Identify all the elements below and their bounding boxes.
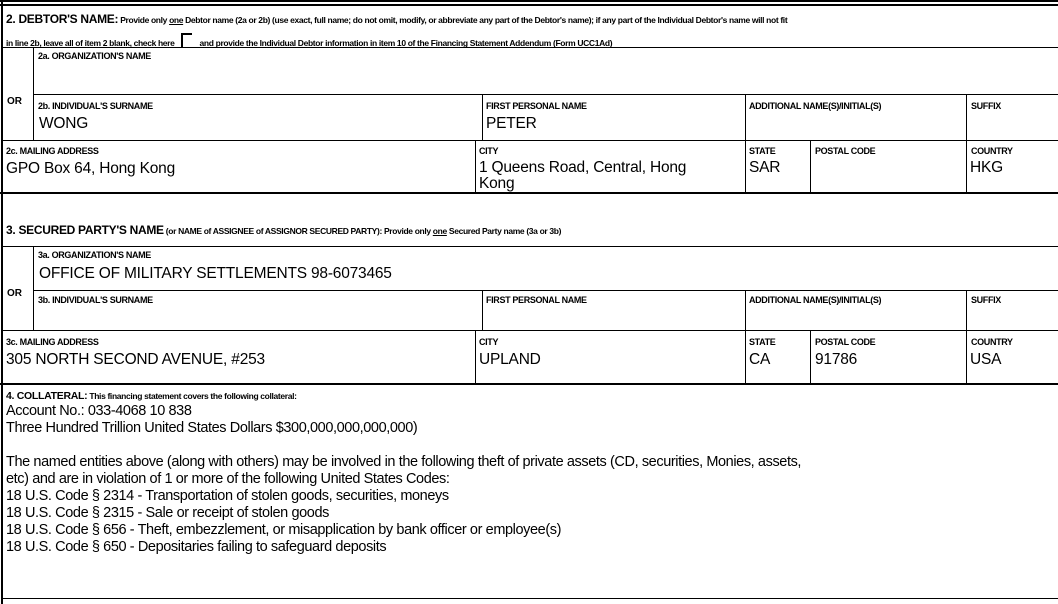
secured-org-name-label: 3a. ORGANIZATION'S NAME (38, 250, 151, 260)
collateral-line: 18 U.S. Code § 650 - Depositaries failing to safeguard deposits (6, 539, 387, 555)
individual-debtor-checkbox[interactable] (181, 33, 192, 47)
row-2b-divider-addl (745, 94, 746, 140)
debtor-first-name-label: FIRST PERSONAL NAME (486, 101, 587, 111)
debtor-country-label: COUNTRY (971, 146, 1013, 156)
secured-surname-label: 3b. INDIVIDUAL'S SURNAME (38, 295, 153, 305)
secured-additional-name-label: ADDITIONAL NAME(S)/INITIAL(S) (749, 295, 882, 305)
row-3c-divider-postal (810, 330, 811, 383)
row-2b-divider-first (482, 94, 483, 140)
collateral-line: Account No.: 033-4068 10 838 (6, 403, 192, 419)
secured-country-field[interactable]: USA (970, 351, 1002, 368)
row-3c-divider-city (475, 330, 476, 383)
section3-header-rule (2, 246, 1058, 247)
debtor-state-label: STATE (749, 146, 776, 156)
debtor-additional-name-label: ADDITIONAL NAME(S)/INITIAL(S) (749, 101, 882, 111)
secured-mailing-address-label: 3c. MAILING ADDRESS (6, 337, 99, 347)
secured-suffix-label: SUFFIX (971, 295, 1001, 305)
row-2b-divider-suffix (966, 94, 967, 140)
secured-or-label: OR (7, 288, 22, 299)
row-3b-divider-addl (745, 290, 746, 330)
debtor-name-title: 2. DEBTOR'S NAME: (6, 12, 119, 26)
secured-party-header (6, 224, 561, 238)
collateral-title: 4. COLLATERAL: (6, 390, 88, 402)
row-2c-divider-country (966, 140, 967, 192)
row-2c-divider-state (745, 140, 746, 192)
section2-top-rule (0, 4, 1058, 6)
debtor-name-header (6, 13, 787, 27)
collateral-line: 18 U.S. Code § 2314 - Transportation of stolen goods, securities, moneys (6, 488, 449, 504)
secured-first-name-label: FIRST PERSONAL NAME (486, 295, 587, 305)
debtor-city-label: CITY (479, 146, 499, 156)
section4-bottom-rule (2, 598, 1058, 599)
debtor-country-field[interactable]: HKG (970, 159, 1003, 176)
debtor-postal-code-label: POSTAL CODE (815, 146, 876, 156)
row-2b-bottom-rule (2, 140, 1058, 141)
debtor-state-field[interactable]: SAR (749, 159, 781, 176)
top-border (0, 0, 1058, 2)
secured-party-instructions-a: (or NAME of ASSIGNEE of ASSIGNOR SECURED PARTY): Provide only (163, 226, 433, 236)
debtor-surname-field[interactable]: WONG (39, 115, 89, 132)
debtor-name-instructions-line2 (6, 33, 612, 48)
debtor-first-name-field[interactable]: PETER (486, 115, 537, 132)
row-3c-divider-state (745, 330, 746, 383)
debtor-mailing-address-label: 2c. MAILING ADDRESS (6, 146, 99, 156)
debtor-name-instructions-a: Provide only (118, 15, 170, 25)
debtor-suffix-label: SUFFIX (971, 101, 1001, 111)
secured-mailing-address-field[interactable]: 305 NORTH SECOND AVENUE, #253 (6, 351, 265, 368)
secured-party-instructions-b: Secured Party name (3a or 3b) (446, 226, 562, 236)
row-3b-bottom-rule (2, 330, 1058, 331)
row-3b-divider-first (482, 290, 483, 330)
row-2a-bottom-rule (33, 94, 1058, 95)
secured-state-field[interactable]: CA (749, 351, 771, 368)
section4-top-rule (0, 383, 1058, 385)
secured-state-label: STATE (749, 337, 776, 347)
section3-or-divider (33, 246, 34, 330)
secured-country-label: COUNTRY (971, 337, 1013, 347)
debtor-mailing-address-field[interactable]: GPO Box 64, Hong Kong (6, 160, 175, 177)
section3-top-rule (0, 192, 1058, 194)
row-3c-divider-country (966, 330, 967, 383)
secured-city-label: CITY (479, 337, 499, 347)
left-border (1, 0, 3, 604)
debtor-name-instructions-b: Debtor name (2a or 2b) (use exact, full name; do not omit, modify, or abbreviate any part of the Debtor's name); if any part of the Individual Debtor's name will not fit (183, 15, 788, 25)
secured-party-instructions-one: one (432, 226, 447, 236)
debtor-city-field-line1[interactable]: 1 Queens Road, Central, Hong (479, 159, 687, 176)
row-3a-bottom-rule (33, 290, 1058, 291)
collateral-line: The named entities above (along with others) may be involved in the following theft of private assets (CD, securities, Monies, assets, (6, 454, 802, 470)
debtor-instr-line2b: and provide the Individual Debtor information in item 10 of the Financing Statement Addendum (Form UCC1Ad) (199, 38, 613, 48)
collateral-header (6, 390, 297, 403)
secured-city-field[interactable]: UPLAND (479, 351, 541, 368)
debtor-city-field-line2[interactable]: Kong (479, 175, 515, 192)
collateral-instructions: This financing statement covers the following collateral: (87, 391, 297, 401)
secured-postal-code-field[interactable]: 91786 (815, 351, 858, 368)
row-3b-divider-suffix (966, 290, 967, 330)
secured-postal-code-label: POSTAL CODE (815, 337, 876, 347)
row-2c-divider-postal (810, 140, 811, 192)
debtor-org-name-field[interactable] (38, 64, 1048, 88)
collateral-line: 18 U.S. Code § 656 - Theft, embezzlement, or misapplication by bank officer or employee(s) (6, 522, 562, 538)
collateral-line: Three Hundred Trillion United States Dollars $300,000,000,000,000) (6, 420, 418, 436)
debtor-or-label: OR (7, 96, 22, 107)
collateral-line: 18 U.S. Code § 2315 - Sale or receipt of stolen goods (6, 505, 329, 521)
debtor-instr-line2a: in line 2b, leave all of item 2 blank, check here (6, 38, 175, 48)
debtor-name-instructions-one: one (169, 15, 184, 25)
debtor-surname-label: 2b. INDIVIDUAL'S SURNAME (38, 101, 153, 111)
row-2c-divider-city (475, 140, 476, 192)
secured-org-name-field[interactable]: OFFICE OF MILITARY SETTLEMENTS 98-6073465 (39, 265, 392, 282)
collateral-line: etc) and are in violation of 1 or more of the following United States Codes: (6, 471, 450, 487)
secured-party-title: 3. SECURED PARTY'S NAME (6, 223, 164, 237)
debtor-org-name-label: 2a. ORGANIZATION'S NAME (38, 51, 151, 61)
